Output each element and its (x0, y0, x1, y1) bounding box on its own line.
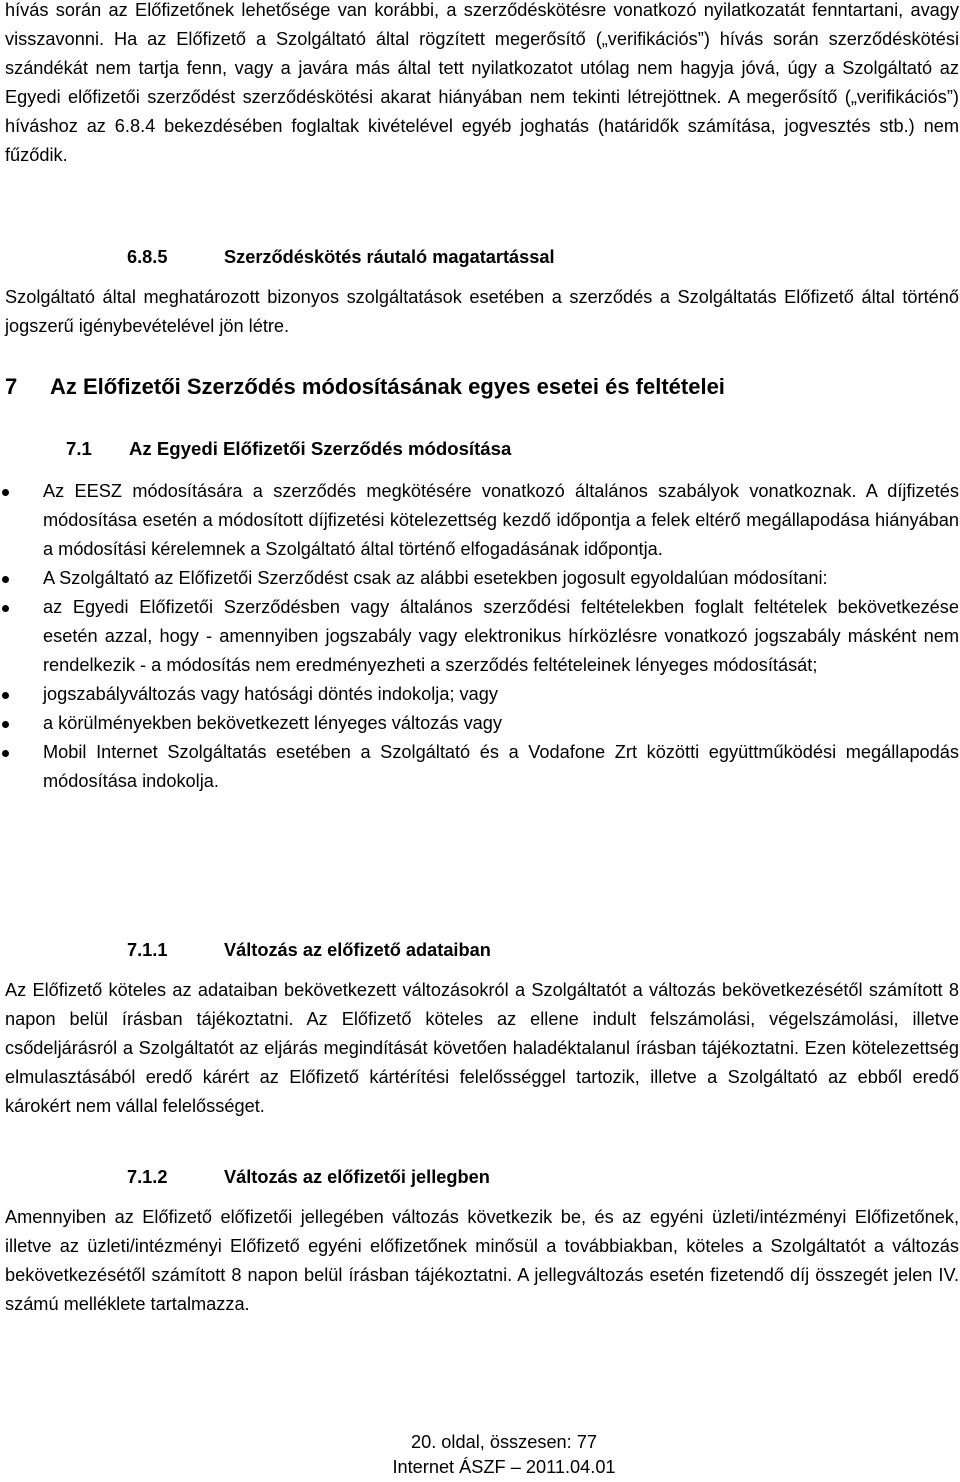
section-7-1-1-body: Az Előfizető köteles az adataiban bekövetkezett változásokról a Szolgáltatót a változás bekövetkezésétől számított 8 napon belül írásban tájékoztatni. Az Előfizető köteles az ellene indult felszámolási, végelszámolási, illetve csődeljárásról a Szolgáltatót az eljárás megindítását követően haladéktalanul írásban tájékoztatni. Ezen kötelezettség elmulasztásából eredő kárért az Előfizető kártérítési felelősséggel tartozik, illetve a Szolgáltató az ebből eredő károkért nem vállal felelősséget. (5, 980, 959, 1116)
section-7-1-heading (66, 434, 511, 463)
page-number: 20. oldal, összesen: 77 (410, 1432, 598, 1452)
intro-paragraph-block (5, 0, 959, 170)
bullet-icon (2, 576, 9, 583)
section-number: 7.1 (66, 438, 92, 459)
section-title: Szerződéskötés ráutaló magatartással (224, 247, 555, 267)
section-7-1-2-body-block (5, 1203, 959, 1319)
bullet-icon (2, 721, 9, 728)
bullet-icon (2, 750, 9, 757)
list-item-text: A Szolgáltató az Előfizetői Szerződést csak az alábbi esetekben jogosult egyoldalúan módosítani: (43, 568, 828, 588)
list-item-text: Mobil Internet Szolgáltatás esetében a Szolgáltató és a Vodafone Zrt közötti együttműködési megállapodás módosítása indokolja. (43, 742, 959, 791)
list-item (0, 709, 959, 738)
page-footer (0, 1430, 960, 1480)
list-item (0, 593, 959, 680)
section-7-1-bullet-list (0, 477, 959, 796)
bullet-icon (2, 605, 9, 612)
chapter-title: Az Előfizetői Szerződés módosításának egyes esetei és feltételei (50, 374, 725, 399)
list-item-text: a körülményekben bekövetkezett lényeges változás vagy (43, 713, 502, 733)
document-id: Internet ÁSZF – 2011.04.01 (392, 1457, 616, 1477)
bullet-icon (2, 692, 9, 699)
list-item-text: jogszabályváltozás vagy hatósági döntés indokolja; vagy (43, 684, 498, 704)
section-title: Az Egyedi Előfizetői Szerződés módosítása (129, 438, 512, 459)
intro-paragraph: hívás során az Előfizetőnek lehetősége van korábbi, a szerződéskötésre vonatkozó nyilatkozatát fenntartani, avagy visszavonni. Ha az Előfizető a Szolgáltató által rögzített megerősítő („verifikációs”) hívás során szerződéskötési szándékát nem tartja fenn, vagy a javára más által tett nyilatkozatot utólag nem hagyja jóvá, úgy a Szolgáltató az Egyedi előfizetői szerződést szerződéskötési akarat hiányában nem tekinti létrejöttnek. A megerősítő („verifikációs”) híváshoz az 6.8.4 bekezdésében foglaltak kivételével egyéb joghatás (határidők számítása, jogvesztés stb.) nem fűződik. (5, 0, 959, 165)
section-7-1-1-body-block (5, 976, 959, 1121)
list-item (0, 564, 959, 593)
section-6-8-5-body-block (5, 283, 959, 341)
list-item (0, 680, 959, 709)
section-title: Változás az előfizető adataiban (224, 940, 491, 960)
section-number: 7.1.2 (127, 1167, 168, 1187)
chapter-number: 7 (5, 374, 18, 399)
section-number: 6.8.5 (127, 247, 168, 267)
list-item (0, 738, 959, 796)
section-number: 7.1.1 (127, 940, 168, 960)
chapter-7-heading (5, 372, 725, 402)
section-7-1-2-body: Amennyiben az Előfizető előfizetői jellegében változás következik be, és az egyéni üzleti/intézményi Előfizetőnek, illetve az üzleti/intézményi Előfizető egyéni előfizetőnek minősül a továbbiakban, köteles a Szolgáltatót a változás bekövetkezésétől számított 8 napon belül írásban tájékoztatni. A jellegváltozás esetén fizetendő díj összegét jelen IV. számú melléklete tartalmazza. (5, 1207, 959, 1314)
list-item-text: Az EESZ módosítására a szerződés megkötésére vonatkozó általános szabályok vonatkoznak. A díjfizetés módosítása esetén a módosított díjfizetési kötelezettség kezdő időpontja a felek eltérő megállapodása hiányában a módosítási kérelemnek a Szolgáltató által történő elfogadásának időpontja. (43, 481, 959, 559)
list-item (0, 477, 959, 564)
section-title: Változás az előfizetői jellegben (224, 1167, 490, 1187)
list-item-text: az Egyedi Előfizetői Szerződésben vagy általános szerződési feltételekben foglalt feltételek bekövetkezése esetén azzal, hogy - amennyiben jogszabály vagy elektronikus hírközlésre vonatkozó jogszabály másként nem rendelkezik - a módosítás nem eredményezheti a szerződés feltételeinek lényeges módosítását; (43, 597, 959, 675)
section-6-8-5-body: Szolgáltató által meghatározott bizonyos szolgáltatások esetében a szerződés a Szolgáltatás Előfizető által történő jogszerű igénybevételével jön létre. (5, 287, 959, 336)
bullet-icon (2, 489, 9, 496)
